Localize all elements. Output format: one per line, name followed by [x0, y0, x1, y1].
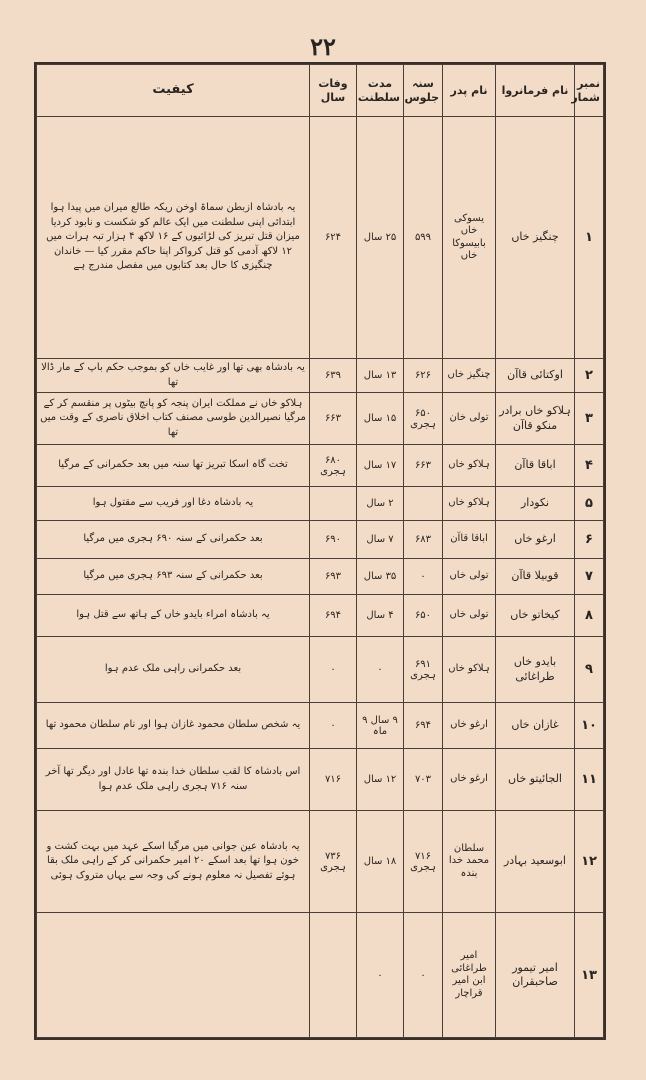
- accession-year: ۶۹۱ ہجری: [404, 637, 443, 703]
- ruler-name: اوکتائی قاآن: [496, 359, 575, 393]
- death-year: ۷۱۶: [310, 749, 357, 811]
- reign-duration: ۷ سال: [357, 521, 404, 559]
- accession-year: ۶۵۰ ہجری: [404, 393, 443, 445]
- father-name: یسوکی خاں بابیسوکا خاں: [443, 117, 496, 359]
- father-name: تولی خان: [443, 393, 496, 445]
- row-number: ۷: [575, 559, 604, 595]
- remarks: بعد حکمرانی کے سنہ ۶۹۳ ہجری میں مرگیا: [37, 559, 310, 595]
- row-number: ۲: [575, 359, 604, 393]
- reign-duration: ۴ سال: [357, 595, 404, 637]
- table-row: [37, 703, 604, 749]
- reign-duration: ۱۸ سال: [357, 811, 404, 913]
- table-row: [37, 559, 604, 595]
- table-row: [37, 811, 604, 913]
- table-row: [37, 521, 604, 559]
- row-number: ۸: [575, 595, 604, 637]
- row-number: ۴: [575, 445, 604, 487]
- remarks: یہ بادشاہ بھی تھا اور غایب خاں کو بموجب حکم باپ کے مار ڈالا تھا: [37, 359, 310, 393]
- ruler-name: امیر تیمور صاحبقران: [496, 913, 575, 1038]
- accession-year: ۶۲۶: [404, 359, 443, 393]
- remarks: یہ بادشاہ عین جوانی میں مرگیا اسکے عہد میں بہت کشت و خون ہوا تھا بعد اسکے ۲۰ امیر حکمرانی کر کے راہی ملک بقا ہوئے تفصیل نہ معلوم ہونے کی وجہ سے یہاں متروک ہوئی: [37, 811, 310, 913]
- col-header-reign: مدت سلطنت: [357, 65, 404, 117]
- table-row: [37, 359, 604, 393]
- death-year: ۶۶۳: [310, 393, 357, 445]
- death-year: [310, 913, 357, 1038]
- table-row: [37, 445, 604, 487]
- ruler-name: اباقا قاآن: [496, 445, 575, 487]
- ruler-name: ارغو خاں: [496, 521, 575, 559]
- col-header-remarks: کیفیت: [37, 65, 310, 117]
- father-name: ارغو خاں: [443, 749, 496, 811]
- table-row: [37, 487, 604, 521]
- remarks: یہ بادشاہ امراء بایدو خاں کے ہاتھ سے قتل ہوا: [37, 595, 310, 637]
- reign-duration: ۱۳ سال: [357, 359, 404, 393]
- death-year: ۶۹۳: [310, 559, 357, 595]
- table-row: [37, 117, 604, 359]
- father-name: تولی خاں: [443, 595, 496, 637]
- death-year: ۶۹۴: [310, 595, 357, 637]
- father-name: اباقا قاآن: [443, 521, 496, 559]
- col-header-death: وفات سال: [310, 65, 357, 117]
- father-name: امیر طراغائی ابن امیر قراچار: [443, 913, 496, 1038]
- father-name: ارغو خاں: [443, 703, 496, 749]
- death-year: ۶۹۰: [310, 521, 357, 559]
- table-row: [37, 913, 604, 1038]
- death-year: ۶۳۹: [310, 359, 357, 393]
- father-name: چنگیز خاں: [443, 359, 496, 393]
- ruler-name: کیخاتو خاں: [496, 595, 575, 637]
- row-number: ۱۳: [575, 913, 604, 1038]
- col-header-number: نمبر شمار: [575, 65, 604, 117]
- father-name: ہلاکو خاں: [443, 445, 496, 487]
- ruler-name: نکودار: [496, 487, 575, 521]
- reign-duration: ۲ سال: [357, 487, 404, 521]
- row-number: ۳: [575, 393, 604, 445]
- death-year: ۶۸۰ ہجری: [310, 445, 357, 487]
- table-row: [37, 393, 604, 445]
- header-row: [37, 65, 604, 117]
- reign-duration: ۰: [357, 913, 404, 1038]
- remarks: ہلاکو خاں نے مملکت ایران پنجہ کو پانچ بیٹوں پر منقسم کر کے مرگیا نصیرالدین طوسی مصنف کتاب اخلاق ناصری کے وقت میں تھا: [37, 393, 310, 445]
- accession-year: ۷۰۳: [404, 749, 443, 811]
- table-row: [37, 637, 604, 703]
- reign-duration: ۱۷ سال: [357, 445, 404, 487]
- death-year: ۶۲۴: [310, 117, 357, 359]
- reign-duration: ۹ سال ۹ ماہ: [357, 703, 404, 749]
- ruler-name: ابوسعید بہادر: [496, 811, 575, 913]
- remarks: بعد حکمرانی راہی ملک عدم ہوا: [37, 637, 310, 703]
- ruler-name: چنگیز خاں: [496, 117, 575, 359]
- death-year: ۰: [310, 703, 357, 749]
- accession-year: ۷۱۶ ہجری: [404, 811, 443, 913]
- accession-year: ۶۵۰: [404, 595, 443, 637]
- row-number: ۱۰: [575, 703, 604, 749]
- row-number: ۵: [575, 487, 604, 521]
- row-number: ۱: [575, 117, 604, 359]
- rulers-table: [36, 64, 604, 1038]
- reign-duration: ۳۵ سال: [357, 559, 404, 595]
- remarks: تخت گاہ اسکا تبریز تھا سنہ میں بعد حکمرانی کے مرگیا: [37, 445, 310, 487]
- accession-year: ۶۶۳: [404, 445, 443, 487]
- accession-year: ۰: [404, 913, 443, 1038]
- row-number: ۹: [575, 637, 604, 703]
- accession-year: ۵۹۹: [404, 117, 443, 359]
- ruler-name: بایدو خاں طراغائی: [496, 637, 575, 703]
- table-row: [37, 595, 604, 637]
- row-number: ۱۲: [575, 811, 604, 913]
- col-header-accession: سنہ جلوس: [404, 65, 443, 117]
- death-year: [310, 487, 357, 521]
- ruler-name: غازان خاں: [496, 703, 575, 749]
- accession-year: ۶۹۴: [404, 703, 443, 749]
- ruler-name: ہلاکو خاں برادر منکو قاآن: [496, 393, 575, 445]
- father-name: سلطان محمد خدا بندہ: [443, 811, 496, 913]
- father-name: ہلاکو خاں: [443, 487, 496, 521]
- accession-year: ۶۸۳: [404, 521, 443, 559]
- remarks: [37, 913, 310, 1038]
- father-name: ہلاکو خاں: [443, 637, 496, 703]
- ruler-name: قوبیلا قاآن: [496, 559, 575, 595]
- accession-year: ۰: [404, 559, 443, 595]
- reign-duration: ۱۵ سال: [357, 393, 404, 445]
- remarks: یہ شخص سلطان محمود غازان ہوا اور نام سلطان محمود تھا: [37, 703, 310, 749]
- death-year: ۰: [310, 637, 357, 703]
- ledger-table-frame: [34, 62, 606, 1040]
- death-year: ۷۳۶ ہجری: [310, 811, 357, 913]
- row-number: ۱۱: [575, 749, 604, 811]
- remarks: یہ بادشاہ دغا اور فریب سے مقتول ہوا: [37, 487, 310, 521]
- page-number: ۲۲: [310, 32, 336, 61]
- table-row: [37, 749, 604, 811]
- row-number: ۶: [575, 521, 604, 559]
- reign-duration: ۱۲ سال: [357, 749, 404, 811]
- remarks: بعد حکمرانی کے سنہ ۶۹۰ ہجری میں مرگیا: [37, 521, 310, 559]
- reign-duration: ۲۵ سال: [357, 117, 404, 359]
- father-name: تولی خاں: [443, 559, 496, 595]
- remarks: یہ بادشاہ ازبطن سماۃ اوخن ریکہ طالع میران میں پیدا ہوا ابتدائی اپنی سلطنت میں ایک عالم کو شکست و نابود کردیا میزان قتل تبریز کی لڑائیوں کے ۱۶ لاکھ ۴ ہزار تبہ ہرات میں ۱۲ لاکھ آدمی کو قتل کرواکر اپنا حاکم مقرر کیا — خاندان چنگیزی کا حال بعد کتابوں میں مفصل مندرج ہے: [37, 117, 310, 359]
- col-header-father: نام پدر: [443, 65, 496, 117]
- ruler-name: الجائیتو خاں: [496, 749, 575, 811]
- col-header-ruler: نام فرمانروا: [496, 65, 575, 117]
- accession-year: [404, 487, 443, 521]
- remarks: اس بادشاہ کا لقب سلطان خدا بندہ تھا عادل اور دیگر تھا آخر سنہ ۷۱۶ ہجری راہی ملک عدم ہوا: [37, 749, 310, 811]
- reign-duration: ۰: [357, 637, 404, 703]
